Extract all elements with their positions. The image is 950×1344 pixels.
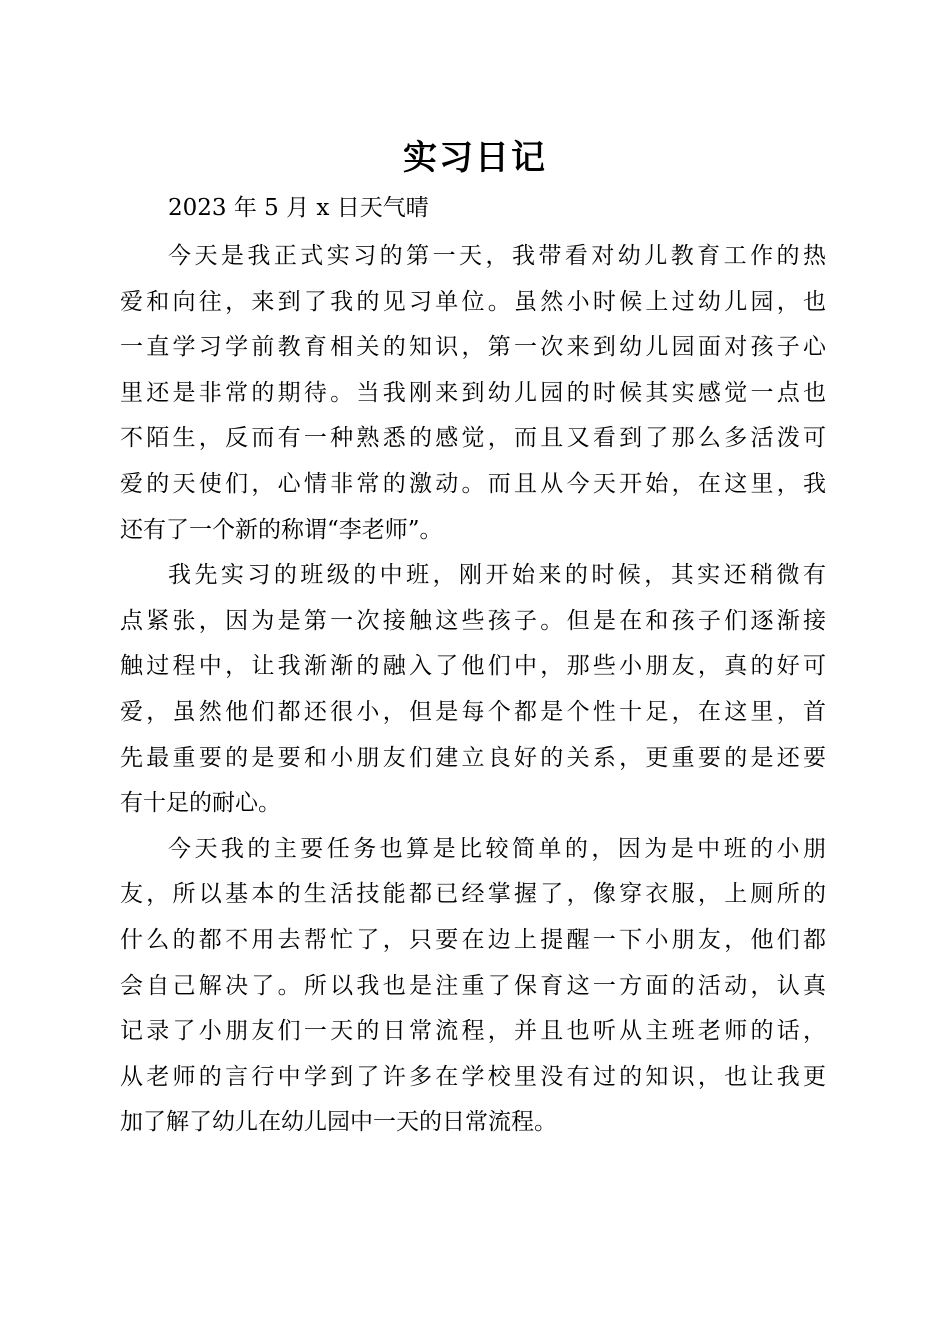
paragraph-line: 有十足的耐心。	[120, 790, 281, 817]
document-body	[120, 190, 826, 1146]
paragraph-1	[120, 234, 826, 553]
paragraph-line: 记录了小朋友们一天的日常流程，并且也听从主班老师的话，	[120, 1018, 826, 1045]
paragraph-line: 里还是非常的期待。当我刚来到幼儿园的时候其实感觉一点也	[120, 379, 826, 406]
paragraph-line: 不陌生，反而有一种熟悉的感觉，而且又看到了那么多活泼可	[120, 425, 826, 452]
paragraph-3	[120, 827, 826, 1146]
paragraph-line: 从老师的言行中学到了许多在学校里没有过的知识，也让我更	[120, 1063, 826, 1090]
paragraph-line: 爱和向往，来到了我的见习单位。虽然小时候上过幼儿园，也	[120, 288, 826, 315]
paragraph-line: 会自己解决了。所以我也是注重了保育这一方面的活动，认真	[120, 972, 826, 999]
paragraph-line: 什么的都不用去帮忙了，只要在边上提醒一下小朋友，他们都	[120, 926, 826, 953]
paragraph-line: 今天是我正式实习的第一天，我带看对幼儿教育工作的热	[168, 243, 826, 269]
paragraph-line: 爱，虽然他们都还很小，但是每个都是个性十足，在这里，首	[120, 698, 826, 725]
paragraph-line: 我先实习的班级的中班，刚开始来的时候，其实还稍微有	[168, 562, 826, 589]
paragraph-line: 今天我的主要任务也算是比较简单的，因为是中班的小朋	[168, 835, 826, 862]
paragraph-line: 触过程中，让我渐渐的融入了他们中，那些小朋友，真的好可	[120, 653, 826, 680]
paragraph-line: 加了解了幼儿在幼儿园中一天的日常流程。	[120, 1109, 557, 1136]
paragraph-2	[120, 553, 826, 827]
document-title: 实习日记	[403, 138, 547, 178]
date-weather-line: 2023 年 5 月 x 日天气晴	[168, 195, 429, 221]
paragraph-line: 先最重要的是要和小朋友们建立良好的关系，更重要的是还要	[120, 744, 826, 771]
paragraph-line: 还有了一个新的称谓“李老师”。	[120, 516, 443, 543]
paragraph-line: 爱的天使们，心情非常的激动。而且从今天开始，在这里，我	[120, 470, 826, 497]
paragraph-line: 友，所以基本的生活技能都已经掌握了，像穿衣服，上厕所的	[120, 881, 826, 908]
paragraph-line: 一直学习学前教育相关的知识，第一次来到幼儿园面对孩子心	[120, 334, 826, 361]
paragraph-line: 点紧张，因为是第一次接触这些孩子。但是在和孩子们逐渐接	[120, 607, 826, 634]
